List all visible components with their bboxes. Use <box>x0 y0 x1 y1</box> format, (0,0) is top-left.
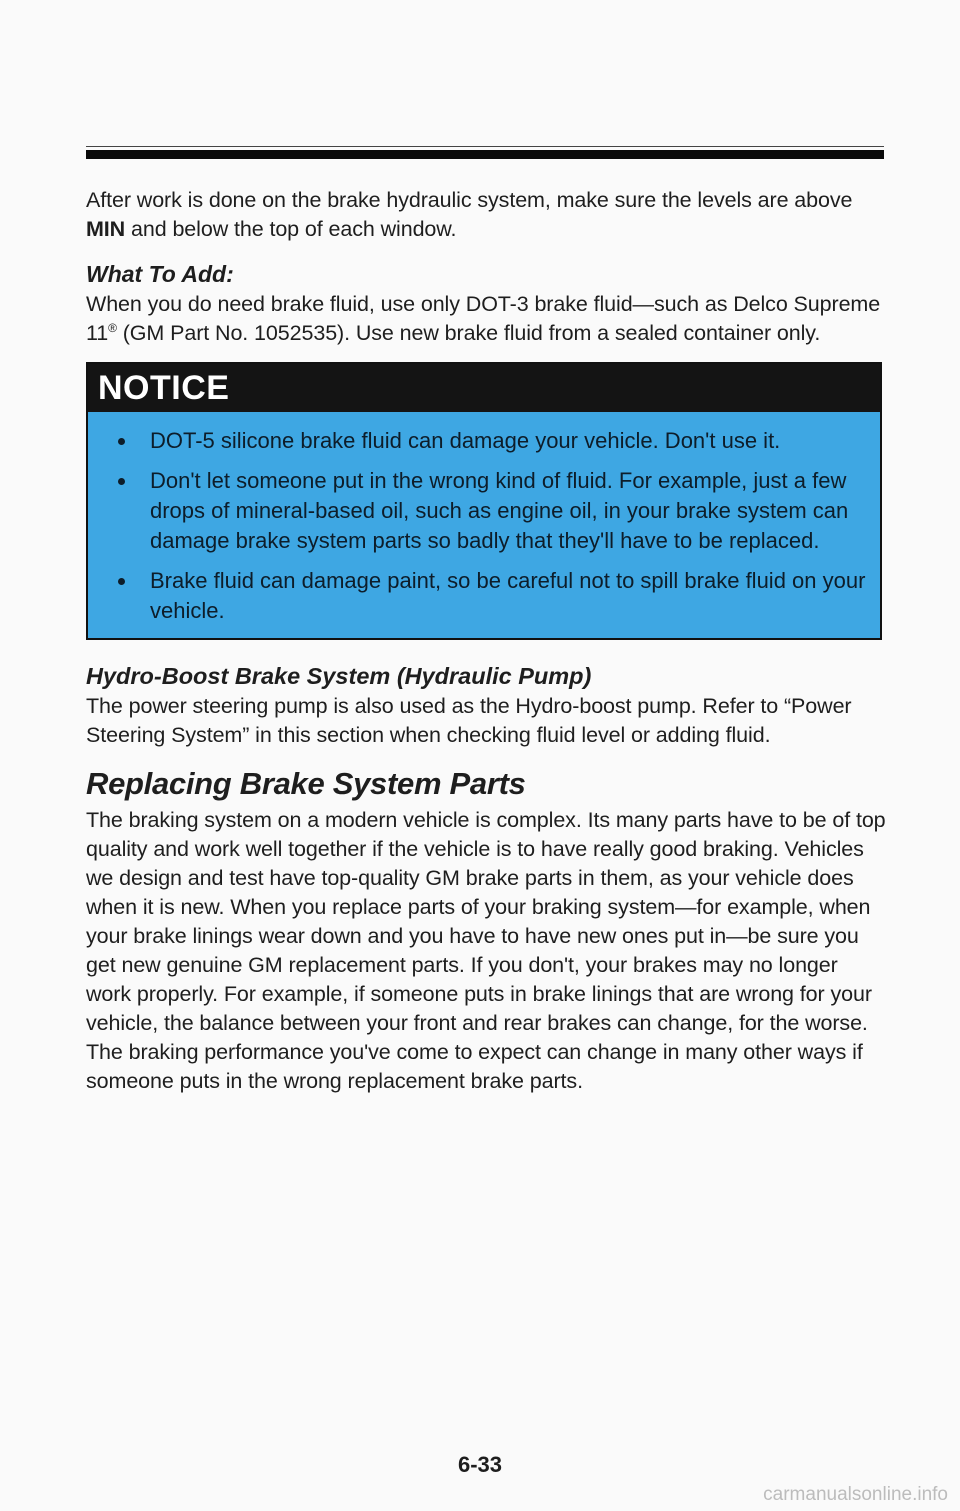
min-label: MIN <box>86 217 126 241</box>
hydro-boost-paragraph: The power steering pump is also used as the Hydro-boost pump. Refer to “Power Steering System” in this section when checking fluid level or adding fluid. <box>86 694 852 747</box>
bullet-icon <box>118 478 125 485</box>
what-to-add-paragraph: When you do need brake fluid, use only DOT-3 brake fluid—such as Delco Supreme 11® (GM Part No. 1052535). Use new brake fluid from a sealed container only. <box>86 292 881 345</box>
what-to-add-heading: What To Add: <box>86 261 234 287</box>
hydro-boost-heading: Hydro-Boost Brake System (Hydraulic Pump) <box>86 663 592 689</box>
replacing-parts-paragraph: The braking system on a modern vehicle is complex. Its many parts have to be of top quality and work well together if the vehicle is to have really good braking. Vehicles we design and test have top-quality GM brake parts in them, as your vehicle does when it is new. When you replace parts of your braking system—for example, when your brake linings wear down and you have to have new ones put in—be sure you get new genuine GM replacement parts. If you don't, your brakes may no longer work properly. For example, if someone puts in brake linings that are wrong for your vehicle, the balance between your front and rear brakes can change, for the worse. The braking performance you've come to expect can change in many other ways if someone puts in the wrong replacement brake parts. <box>86 808 886 1093</box>
notice-list <box>88 412 880 638</box>
page-number: 6-33 <box>457 1452 503 1477</box>
registered-mark: ® <box>108 320 117 335</box>
header-rule <box>86 150 884 159</box>
watermark: carmanualsonline.info <box>763 1484 948 1505</box>
notice-box <box>86 362 882 640</box>
notice-item: Brake fluid can damage paint, so be careful not to spill brake fluid on your vehicle. <box>108 566 866 626</box>
notice-title: NOTICE <box>88 364 880 412</box>
notice-item: Don't let someone put in the wrong kind of fluid. For example, just a few drops of mineral-based oil, such as engine oil, in your brake system can damage brake system parts so badly that they'll have to be replaced. <box>108 466 866 556</box>
page-content <box>86 186 886 1096</box>
intro-paragraph: After work is done on the brake hydraulic system, make sure the levels are above MIN and below the top of each window. <box>86 188 853 241</box>
bullet-icon <box>118 438 125 445</box>
bullet-icon <box>118 578 125 585</box>
notice-item: DOT-5 silicone brake fluid can damage your vehicle. Don't use it. <box>108 426 866 456</box>
header-rule-thin <box>86 146 884 147</box>
replacing-parts-heading: Replacing Brake System Parts <box>86 766 526 801</box>
